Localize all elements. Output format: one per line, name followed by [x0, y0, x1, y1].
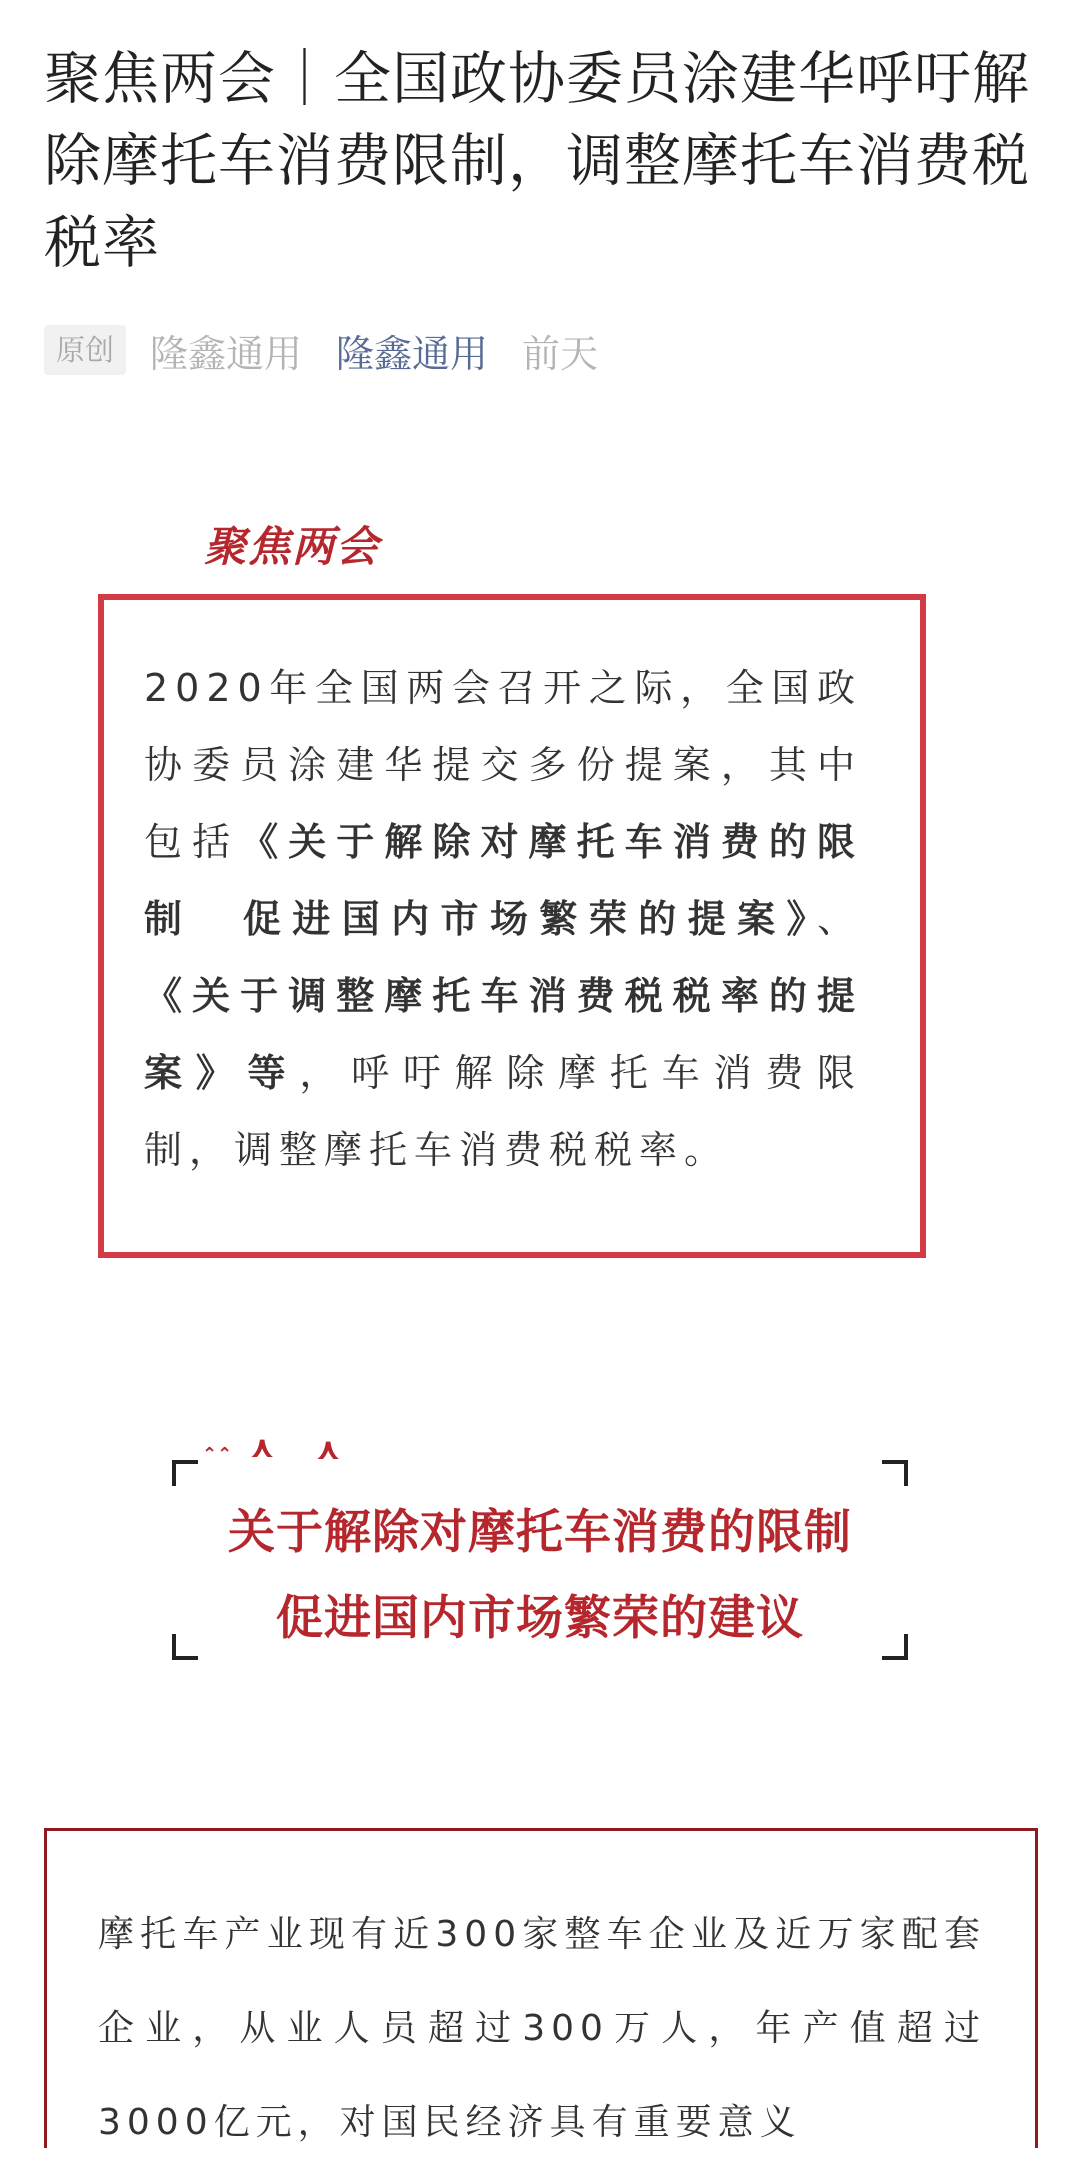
section-title-line-1: 关于解除对摩托车消费的限制	[228, 1505, 852, 1560]
intro-bold-title-2: 《关于调整摩托车消费税税率的提案》等	[144, 974, 862, 1095]
author-name: 隆鑫通用	[150, 331, 303, 376]
account-link[interactable]: 隆鑫通用	[336, 331, 489, 376]
intro-bold-title-1: 《关于解除对摩托车消费的限制 促进国内市场繁荣的提案》	[144, 820, 862, 941]
publish-time: 前天	[522, 331, 599, 376]
corner-top-left	[172, 1460, 198, 1486]
section-title-line-2: 促进国内市场繁荣的建议	[276, 1591, 804, 1646]
original-tag: 原创	[44, 325, 126, 375]
bird-icon: ⋏	[250, 1430, 275, 1465]
intro-text-part2: ，呼吁解除摩托车消费限制，调整摩托车消费税税率。	[144, 1051, 862, 1172]
bird-icon: ⋏	[316, 1432, 341, 1467]
focus-heading: 聚焦两会	[204, 522, 381, 571]
section-heading-frame	[172, 1430, 908, 1660]
body-paragraph: 摩托车产业现有近300家整车企业及近万家配套企业，从业人员超过300万人，年产值超过3000亿元，对国民经济具有重要意义	[98, 1914, 986, 2143]
intro-separator: 、	[816, 897, 862, 941]
intro-paragraph	[144, 650, 862, 1189]
corner-top-right	[882, 1460, 908, 1486]
article-title: 聚焦两会｜全国政协委员涂建华呼吁解除摩托车消费限制，调整摩托车消费税税率	[44, 46, 1030, 276]
intro-text-part1: 2020年全国两会召开之际，全国政协委员涂建华提交多份提案，其中包括	[144, 666, 862, 864]
article-meta	[44, 322, 598, 378]
bird-icon: ⌃⌃	[202, 1444, 233, 1465]
section-title	[172, 1490, 908, 1662]
